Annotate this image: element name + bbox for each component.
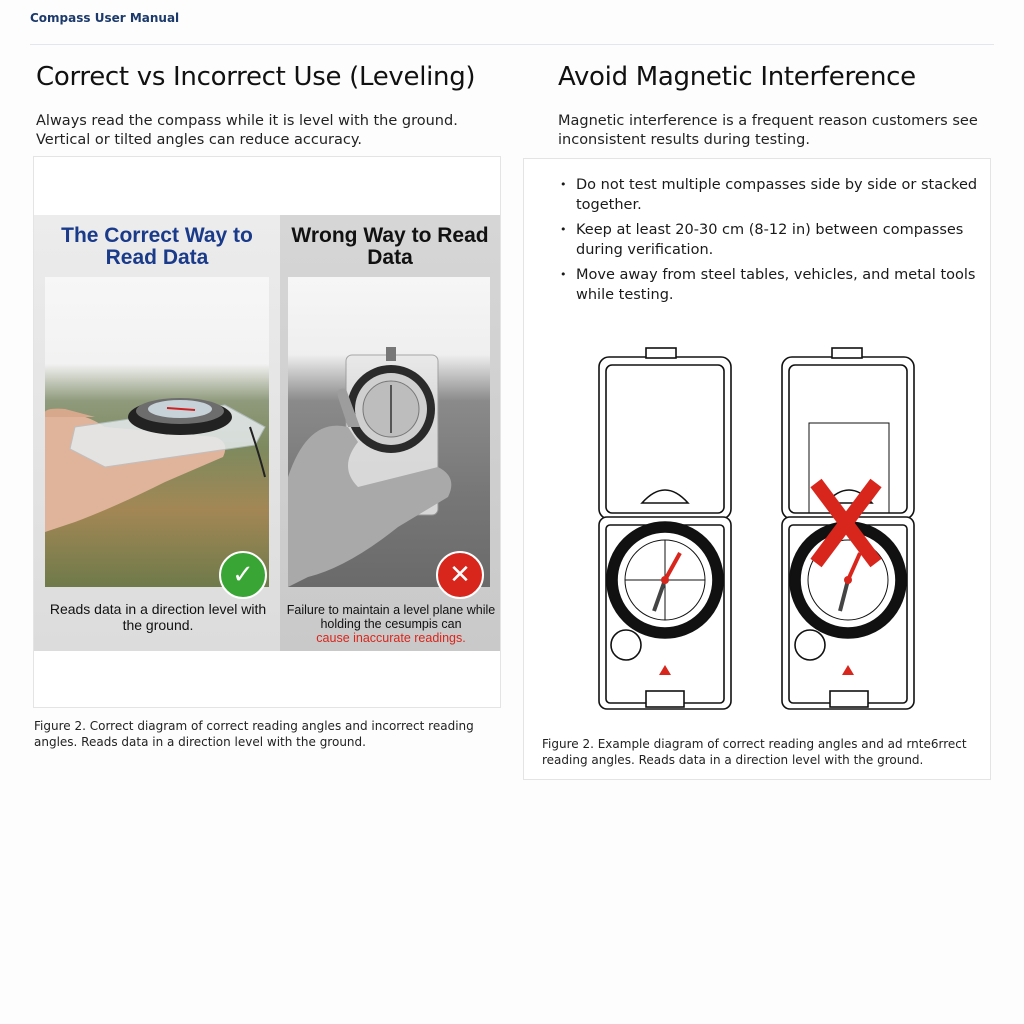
correct-way-panel <box>34 215 280 651</box>
compass-correct-drawing <box>599 348 731 709</box>
interference-section <box>558 62 998 150</box>
leveling-figure-caption: Figure 2. Correct diagram of correct reading angles and incorrect reading angles. Reads data in a direction level with the ground. <box>34 719 474 749</box>
bullet-item: • Do not test multiple compasses side by side or stacked together. <box>558 175 978 215</box>
manual-title: Compass User Manual <box>30 11 180 25</box>
compass-comparison-diagram <box>594 345 924 715</box>
interference-bullet-list <box>558 175 978 310</box>
interference-heading: Avoid Magnetic Interference <box>558 62 916 92</box>
correct-way-caption: Reads data in a direction level with the ground. <box>49 601 267 633</box>
wrong-way-panel <box>280 215 500 651</box>
interference-intro: Magnetic interference is a frequent reason customers see inconsistent results during testing. <box>558 113 978 148</box>
leveling-intro: Always read the compass while it is level with the ground. Vertical or tilted angles can reduce accuracy. <box>36 113 458 148</box>
header-divider <box>30 44 994 45</box>
check-icon: ✓ <box>219 551 267 599</box>
leveling-figure-card <box>33 156 501 708</box>
correct-way-title: The Correct Way to Read Data <box>61 224 253 269</box>
leveling-heading: Correct vs Incorrect Use (Leveling) <box>36 62 476 92</box>
interference-figure-caption: Figure 2. Example diagram of correct reading angles and ad rnte6rrect reading angles. Reads data in a direction level with the ground. <box>542 737 967 767</box>
leveling-section <box>36 62 502 150</box>
wrong-way-caption <box>284 603 498 645</box>
wrong-way-photo <box>288 277 490 587</box>
leveling-illustration <box>34 215 500 651</box>
bullet-item: • Keep at least 20-30 cm (8-12 in) between compasses during verification. <box>558 220 978 260</box>
wrong-way-title: Wrong Way to Read Data <box>291 224 489 269</box>
wrong-way-warning: cause inaccurate readings. <box>316 631 466 645</box>
x-icon: ✕ <box>436 551 484 599</box>
bullet-item: • Move away from steel tables, vehicles, and metal tools while testing. <box>558 265 978 305</box>
correct-way-photo <box>45 277 269 587</box>
interference-figure-card <box>523 158 991 780</box>
wrong-way-caption-text: Failure to maintain a level plane while holding the cesumpis can <box>286 603 496 631</box>
